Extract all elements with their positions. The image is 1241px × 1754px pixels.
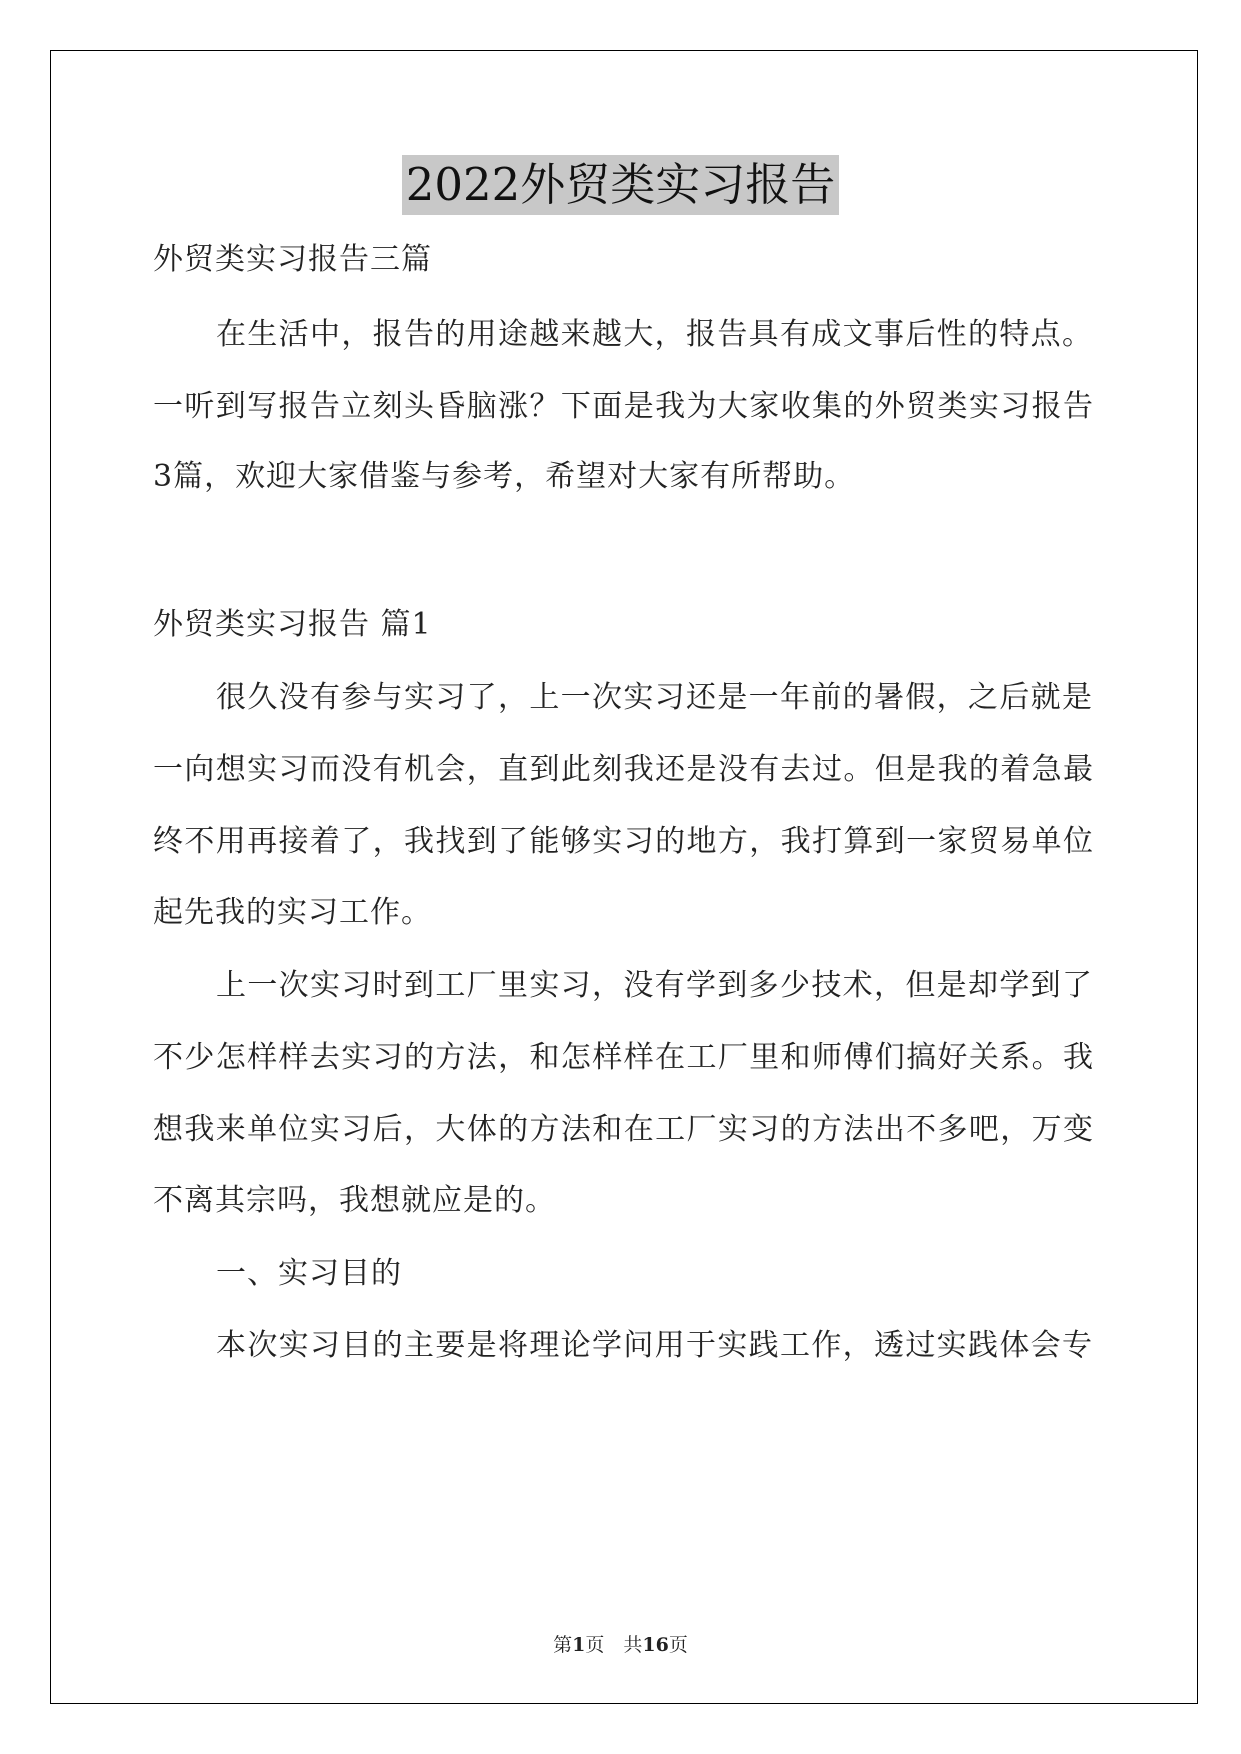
footer-page-number: 1 xyxy=(572,1634,586,1656)
footer-prefix: 第 xyxy=(553,1634,573,1656)
paragraph-line: 在生活中，报告的用途越来越大，报告具有成文事后性的特点。 xyxy=(216,317,1092,352)
page-border xyxy=(50,50,1198,1704)
paragraph-line: 不少怎样样去实习的方法，和怎样样在工厂里和师傅们搞好关系。我 xyxy=(153,1040,1093,1075)
paragraph-line: 本次实习目的主要是将理论学问用于实践工作，透过实践体会专 xyxy=(216,1328,1092,1363)
section-heading: 外贸类实习报告 篇1 xyxy=(153,607,432,642)
section-subheading: 一、实习目的 xyxy=(216,1256,402,1291)
footer-suffix: 页 xyxy=(668,1634,688,1656)
footer-middle: 页 共 xyxy=(585,1634,643,1656)
paragraph-line: 想我来单位实习后，大体的方法和在工厂实习的方法出不多吧，万变 xyxy=(153,1112,1093,1147)
subtitle: 外贸类实习报告三篇 xyxy=(153,242,432,277)
paragraph-line: 一向想实习而没有机会，直到此刻我还是没有去过。但是我的着急最 xyxy=(153,752,1093,787)
paragraph-line: 起先我的实习工作。 xyxy=(153,895,432,930)
page-footer xyxy=(0,1633,1241,1657)
paragraph-line: 一听到写报告立刻头昏脑涨？下面是我为大家收集的外贸类实习报告 xyxy=(153,389,1093,424)
paragraph-line: 终不用再接着了，我找到了能够实习的地方，我打算到一家贸易单位 xyxy=(153,824,1093,859)
paragraph-line: 不离其宗吗，我想就应是的。 xyxy=(153,1183,556,1218)
paragraph-line: 上一次实习时到工厂里实习，没有学到多少技术，但是却学到了 xyxy=(216,968,1092,1003)
footer-total-pages: 16 xyxy=(642,1634,669,1656)
paragraph-line: 很久没有参与实习了，上一次实习还是一年前的暑假，之后就是 xyxy=(216,680,1092,715)
title-container xyxy=(0,155,1241,215)
paragraph-line: 3篇，欢迎大家借鉴与参考，希望对大家有所帮助。 xyxy=(153,459,856,494)
document-title: 2022外贸类实习报告 xyxy=(402,155,840,215)
